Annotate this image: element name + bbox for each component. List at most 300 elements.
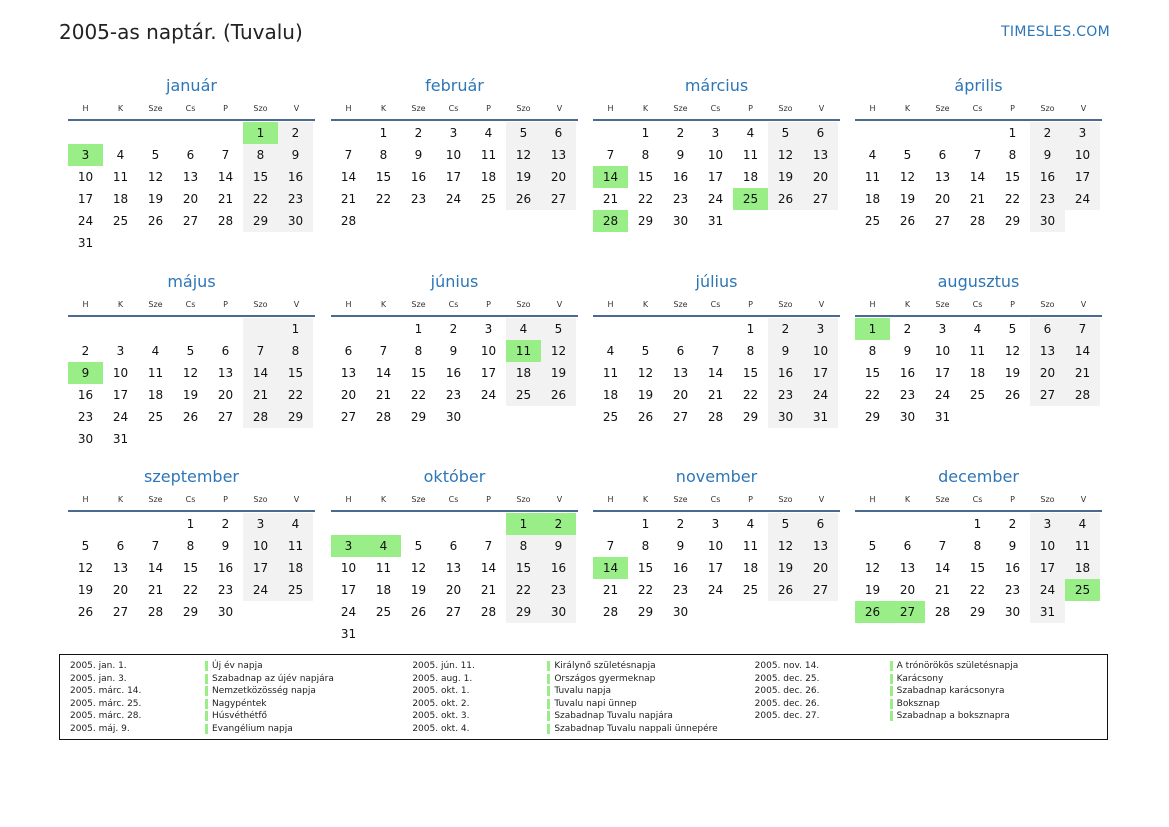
weekday-label: K [642,299,649,309]
legend-row [755,685,1097,698]
holiday-name: Országos gyermeknap [547,674,655,684]
weekday-label: Sze [411,103,426,113]
weekday-header [593,97,840,121]
day-cell: 10 [77,170,94,184]
day-cell: 20 [340,388,357,402]
day-cell: 12 [182,366,199,380]
day-cell: 10 [934,344,951,358]
empty-cell [103,318,138,340]
legend-row [755,710,1097,723]
day-cell: 2 [414,126,423,140]
weekday-label: Cs [185,299,196,309]
empty-cell [173,232,208,254]
day-cell: 22 [278,384,313,406]
day-cell: 26 [77,605,94,619]
weekday-label: H [869,494,876,504]
day-cell: 14 [969,170,986,184]
day-cell: 21 [969,192,986,206]
day-cell: 2 [676,517,685,531]
day-cell: 17 [1065,166,1100,188]
day-cell: 25 [112,214,129,228]
empty-cell [1065,210,1100,232]
day-cell: 30 [1030,210,1065,232]
month-10 [331,463,578,645]
day-cell: 26 [1004,388,1021,402]
day-cell: 29 [182,605,199,619]
weekday-label: K [904,494,911,504]
day-cell: 16 [1030,166,1065,188]
day-cell: 21 [340,192,357,206]
day-cell: 14 [147,561,164,575]
day-cell: 3 [243,513,278,535]
empty-cell [471,513,506,535]
weekday-label: Sze [935,299,950,309]
holiday-legend [59,654,1108,740]
month-name: június [430,272,479,291]
legend-column [412,660,754,739]
month-12 [855,463,1102,623]
day-cell: 9 [414,148,423,162]
day-cell: 5 [868,539,877,553]
day-cell: 4 [973,322,982,336]
weekday-label: P [1010,494,1015,504]
day-cell: 30 [899,410,916,424]
weekday-label: Cs [710,299,721,309]
weekday-label: Sze [673,494,688,504]
holiday-date: 2005. dec. 26. [754,698,820,709]
day-cell: 1 [973,517,982,531]
weekday-label: K [380,494,387,504]
day-cell: 21 [602,192,619,206]
day-cell: 13 [112,561,129,575]
day-cell: 3 [1030,513,1065,535]
day-cell: 17 [1030,557,1065,579]
day-cell: 8 [973,539,982,553]
day-cell: 7 [344,148,353,162]
empty-cell [733,210,768,232]
day-cell: 6 [221,344,230,358]
day-grid [593,513,840,623]
day-cell: 5 [414,539,423,553]
month-name: október [423,467,486,486]
day-cell: 16 [672,561,689,575]
weekday-label: V [1080,103,1087,113]
day-cell: 16 [217,561,234,575]
empty-cell [768,210,803,232]
day-cell: 19 [768,166,803,188]
day-cell: 22 [864,388,881,402]
month-8 [855,268,1102,428]
day-cell: 16 [77,388,94,402]
weekday-label: Cs [185,103,196,113]
day-cell: 22 [375,192,392,206]
empty-cell [208,428,243,450]
day-cell: 28 [217,214,234,228]
day-cell: 27 [112,605,129,619]
empty-cell [331,318,366,340]
holiday-name: Nagypéntek [205,699,267,709]
day-cell: 9 [768,340,803,362]
holiday-date: 2005. okt. 2. [412,698,470,709]
day-cell: 24 [934,388,951,402]
day-cell: 27 [890,601,925,623]
day-cell: 6 [938,148,947,162]
month-7 [593,268,840,428]
day-cell: 16 [899,366,916,380]
empty-cell [541,406,576,428]
weekday-label: P [223,103,228,113]
day-grid [331,122,578,232]
weekday-header [68,293,315,317]
empty-cell [173,428,208,450]
empty-cell [890,122,925,144]
day-cell: 1 [1008,126,1017,140]
day-cell: 9 [676,539,685,553]
weekday-label: K [642,494,649,504]
day-cell: 30 [217,605,234,619]
day-cell: 15 [742,366,759,380]
day-cell: 16 [445,366,462,380]
day-cell: 21 [707,388,724,402]
day-cell: 20 [182,192,199,206]
day-cell: 24 [112,410,129,424]
day-cell: 9 [903,344,912,358]
weekday-label: Szo [1040,103,1055,113]
day-cell: 9 [221,539,230,553]
day-cell: 24 [803,384,838,406]
day-cell: 31 [803,406,838,428]
day-cell: 5 [506,122,541,144]
weekday-label: P [1010,299,1015,309]
day-cell: 25 [742,583,759,597]
legend-row [70,723,412,736]
legend-column [70,660,412,739]
month-name: december [938,467,1019,486]
day-cell: 19 [506,166,541,188]
day-cell: 27 [934,214,951,228]
day-cell: 4 [868,148,877,162]
day-cell: 27 [541,188,576,210]
day-cell: 2 [81,344,90,358]
day-cell: 5 [768,513,803,535]
day-cell: 31 [340,627,357,641]
empty-cell [103,122,138,144]
day-cell: 21 [243,384,278,406]
day-cell: 30 [672,214,689,228]
day-cell: 9 [449,344,458,358]
month-name: április [954,76,1003,95]
day-cell: 27 [803,579,838,601]
day-cell: 12 [77,561,94,575]
day-cell: 28 [480,605,497,619]
day-cell: 5 [151,148,160,162]
day-cell: 14 [593,557,628,579]
day-cell: 26 [855,601,890,623]
day-cell: 8 [1008,148,1017,162]
day-cell: 24 [707,192,724,206]
holiday-name: Szabadnap Tuvalu napjára [547,711,673,721]
day-cell: 30 [768,406,803,428]
holiday-date: 2005. nov. 14. [754,661,820,672]
empty-cell [208,122,243,144]
legend-row [70,698,412,711]
weekday-header [593,293,840,317]
day-cell: 8 [641,148,650,162]
month-6 [331,268,578,428]
day-cell: 25 [733,188,768,210]
holiday-date: 2005. jún. 11. [412,661,475,672]
day-cell: 28 [602,605,619,619]
day-cell: 24 [1030,579,1065,601]
day-cell: 19 [182,388,199,402]
empty-cell [103,513,138,535]
day-cell: 2 [541,513,576,535]
day-cell: 14 [707,366,724,380]
day-cell: 8 [641,539,650,553]
weekday-label: Sze [411,494,426,504]
month-3 [593,72,840,232]
day-cell: 10 [445,148,462,162]
day-cell: 26 [768,579,803,601]
empty-cell [173,318,208,340]
weekday-label: H [869,299,876,309]
weekday-label: Szo [253,103,268,113]
day-cell: 13 [934,170,951,184]
day-cell: 13 [803,144,838,166]
holiday-date: 2005. jan. 3. [70,673,127,684]
month-name: november [675,467,758,486]
weekday-header [331,97,578,121]
day-cell: 15 [278,362,313,384]
weekday-label: Szo [253,299,268,309]
weekday-label: Cs [972,299,983,309]
day-cell: 12 [768,144,803,166]
day-cell: 11 [112,170,129,184]
day-cell: 1 [746,322,755,336]
day-cell: 7 [221,148,230,162]
day-cell: 24 [445,192,462,206]
day-cell: 19 [147,192,164,206]
day-cell: 15 [182,561,199,575]
brand-link[interactable]: TIMESLES.COM [1001,24,1110,40]
day-cell: 22 [1004,192,1021,206]
weekday-label: V [556,103,563,113]
day-cell: 7 [1065,318,1100,340]
day-cell: 15 [864,366,881,380]
empty-cell [471,406,506,428]
day-cell: 1 [641,126,650,140]
day-cell: 10 [340,561,357,575]
day-cell: 23 [899,388,916,402]
day-cell: 13 [803,535,838,557]
day-cell: 31 [934,410,951,424]
weekday-label: Szo [253,494,268,504]
day-cell: 18 [506,362,541,384]
day-cell: 7 [484,539,493,553]
empty-cell [243,428,278,450]
holiday-name: Karácsony [890,674,944,684]
day-cell: 17 [112,388,129,402]
day-cell: 18 [147,388,164,402]
day-cell: 1 [243,122,278,144]
weekday-label: Sze [935,103,950,113]
day-cell: 6 [803,513,838,535]
month-name: január [166,76,217,95]
day-cell: 2 [221,517,230,531]
day-cell: 28 [969,214,986,228]
day-cell: 2 [676,126,685,140]
day-cell: 7 [379,344,388,358]
weekday-label: H [82,299,89,309]
empty-cell [593,513,628,535]
weekday-label: Szo [778,103,793,113]
day-cell: 23 [278,188,313,210]
day-cell: 18 [864,192,881,206]
empty-cell [208,232,243,254]
day-cell: 5 [1008,322,1017,336]
weekday-label: Sze [935,494,950,504]
month-name: február [425,76,484,95]
day-cell: 17 [77,192,94,206]
day-grid [68,122,315,254]
empty-cell [243,232,278,254]
weekday-label: K [904,103,911,113]
weekday-label: V [293,103,300,113]
day-cell: 17 [934,366,951,380]
day-cell: 31 [707,214,724,228]
day-cell: 13 [672,366,689,380]
day-cell: 19 [768,557,803,579]
holiday-date: 2005. dec. 25. [754,673,820,684]
empty-cell [803,210,838,232]
day-cell: 11 [278,535,313,557]
empty-cell [471,210,506,232]
empty-cell [138,428,173,450]
day-cell: 29 [243,210,278,232]
day-cell: 8 [506,535,541,557]
day-cell: 6 [803,122,838,144]
holiday-date: 2005. jan. 1. [70,661,127,672]
day-cell: 15 [375,170,392,184]
month-name: augusztus [937,272,1020,291]
day-cell: 6 [116,539,125,553]
day-cell: 5 [768,122,803,144]
day-cell: 15 [637,170,654,184]
day-cell: 12 [899,170,916,184]
weekday-label: V [818,103,825,113]
day-cell: 14 [375,366,392,380]
weekday-label: Sze [148,299,163,309]
day-cell: 16 [672,170,689,184]
day-cell: 29 [864,410,881,424]
holiday-name: Szabadnap az újév napjára [205,674,334,684]
weekday-label: K [117,494,124,504]
weekday-label: Sze [673,103,688,113]
day-cell: 17 [340,583,357,597]
day-cell: 15 [410,366,427,380]
day-cell: 13 [445,561,462,575]
day-cell: 1 [379,126,388,140]
day-cell: 18 [375,583,392,597]
holiday-date: 2005. dec. 26. [754,686,820,697]
day-cell: 12 [1004,344,1021,358]
weekday-label: Sze [411,299,426,309]
weekday-label: P [486,494,491,504]
empty-cell [278,428,313,450]
day-cell: 3 [331,535,366,557]
day-cell: 19 [410,583,427,597]
empty-cell [593,122,628,144]
day-cell: 7 [243,340,278,362]
day-cell: 9 [278,144,313,166]
day-cell: 1 [414,322,423,336]
day-cell: 3 [116,344,125,358]
weekday-label: P [223,299,228,309]
day-cell: 8 [414,344,423,358]
day-cell: 24 [480,388,497,402]
day-cell: 20 [934,192,951,206]
weekday-header [855,97,1102,121]
day-cell: 4 [746,517,755,531]
day-cell: 12 [410,561,427,575]
day-cell: 3 [68,144,103,166]
day-cell: 17 [445,170,462,184]
weekday-label: P [748,299,753,309]
empty-cell [436,513,471,535]
day-cell: 27 [445,605,462,619]
weekday-header [855,293,1102,317]
day-cell: 30 [1004,605,1021,619]
day-cell: 11 [506,340,541,362]
day-cell: 4 [746,126,755,140]
empty-cell [138,232,173,254]
weekday-label: Sze [148,103,163,113]
day-cell: 4 [484,126,493,140]
day-cell: 14 [934,561,951,575]
day-cell: 13 [1030,340,1065,362]
day-cell: 6 [1030,318,1065,340]
day-cell: 29 [637,214,654,228]
day-cell: 22 [182,583,199,597]
day-cell: 10 [1030,535,1065,557]
month-5 [68,268,315,450]
holiday-name: Húsvéthétfő [205,711,267,721]
day-cell: 14 [340,170,357,184]
day-cell: 23 [541,579,576,601]
day-cell: 10 [1065,144,1100,166]
weekday-label: Szo [516,494,531,504]
empty-cell [925,122,960,144]
legend-row [70,710,412,723]
day-cell: 21 [1065,362,1100,384]
day-cell: 26 [541,384,576,406]
day-grid [855,318,1102,428]
weekday-label: V [556,299,563,309]
day-cell: 30 [672,605,689,619]
weekday-label: K [904,299,911,309]
holiday-date: 2005. okt. 4. [412,723,470,734]
empty-cell [593,318,628,340]
day-cell: 28 [593,210,628,232]
weekday-label: Cs [710,494,721,504]
day-cell: 31 [77,236,94,250]
empty-cell [1065,406,1100,428]
holiday-date: 2005. márc. 28. [70,711,142,722]
empty-cell [471,623,506,645]
day-cell: 26 [147,214,164,228]
day-cell: 8 [186,539,195,553]
weekday-header [68,97,315,121]
